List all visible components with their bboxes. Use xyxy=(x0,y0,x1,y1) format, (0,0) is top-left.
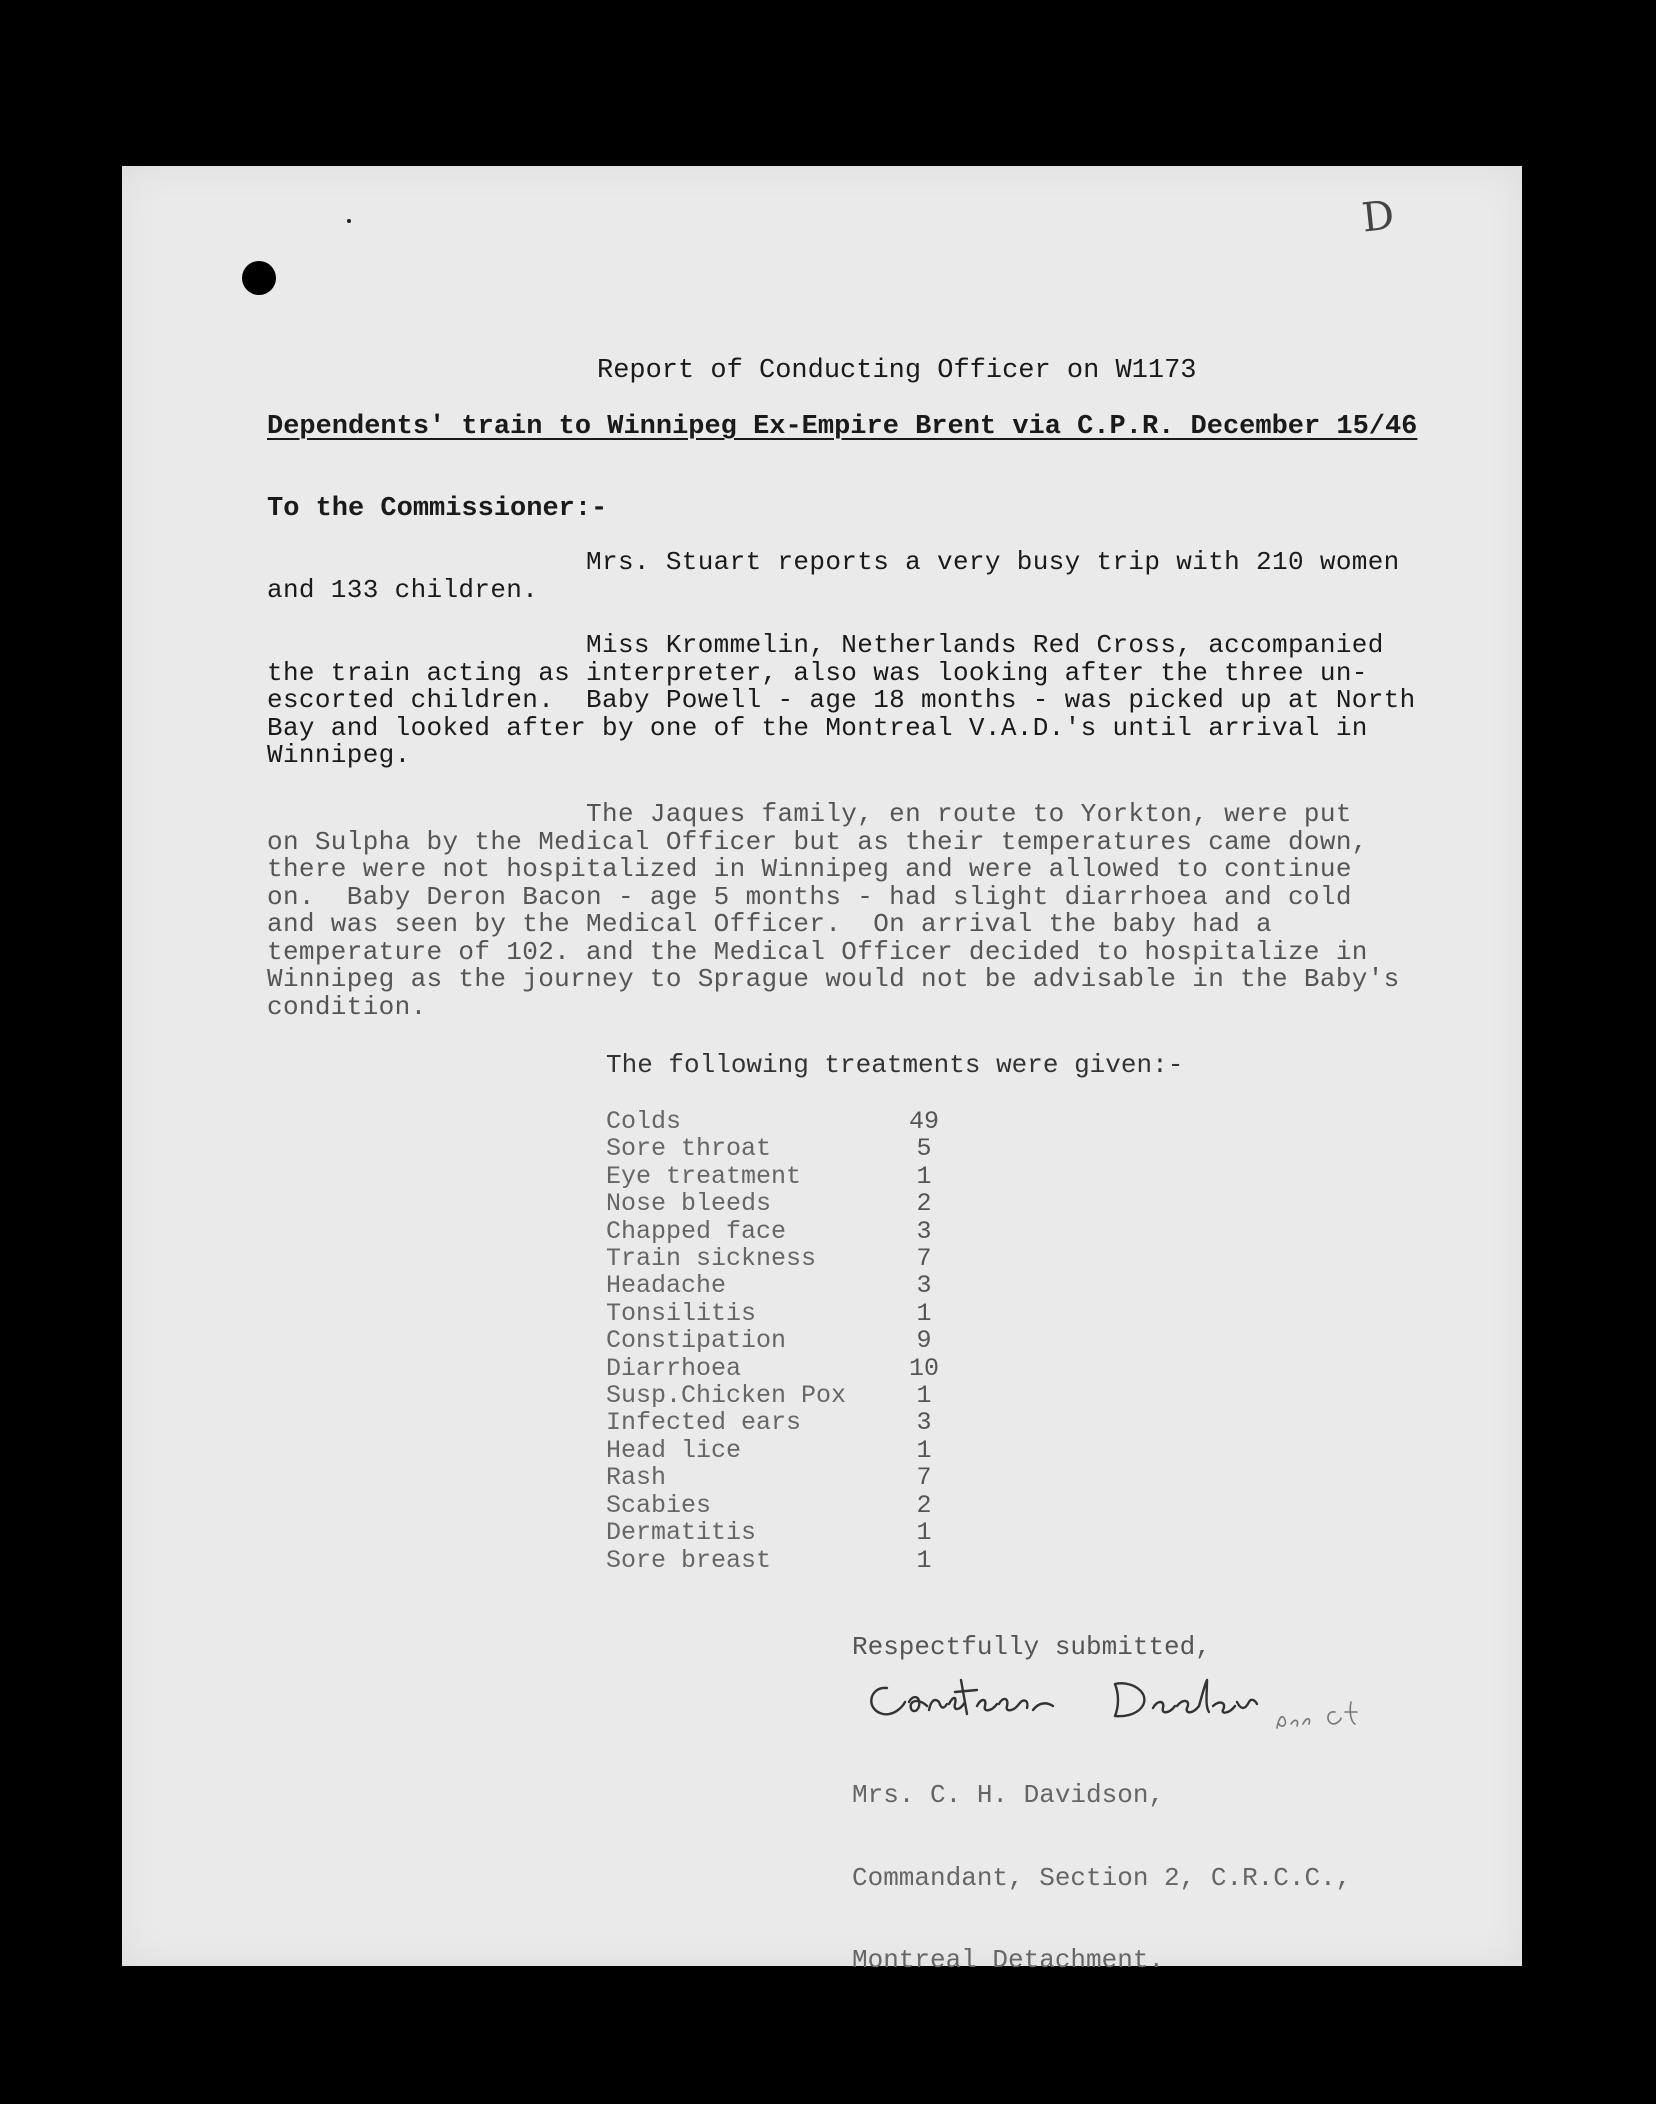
treatment-count: 1 xyxy=(916,1518,932,1548)
treatment-row xyxy=(606,1218,942,1245)
corner-mark: D xyxy=(1359,192,1397,242)
treatment-name: Chapped face xyxy=(606,1216,787,1246)
treatment-name: Colds xyxy=(606,1107,682,1136)
treatment-row xyxy=(606,1492,942,1519)
treatment-row xyxy=(606,1519,942,1546)
treatment-name: Headache xyxy=(606,1271,727,1301)
treatment-name: Eye treatment xyxy=(606,1161,802,1191)
treatment-count: 3 xyxy=(916,1408,932,1438)
treatment-count: 2 xyxy=(916,1490,932,1520)
treatment-row xyxy=(606,1300,942,1327)
treatment-row xyxy=(606,1327,942,1354)
treatment-count: 49 xyxy=(908,1107,939,1136)
treatment-count: 3 xyxy=(916,1216,932,1246)
treatment-row xyxy=(606,1547,942,1574)
report-subtitle: Dependents' train to Winnipeg Ex-Empire Brent via C.P.R. December 15/46 xyxy=(267,412,1418,442)
treatment-row xyxy=(606,1272,942,1299)
treatment-name: Constipation xyxy=(606,1326,787,1356)
treatment-count: 1 xyxy=(916,1545,932,1575)
treatment-row xyxy=(606,1409,942,1436)
signer-title: Commandant, Section 2, C.R.C.C., xyxy=(852,1862,1352,1893)
treatment-count: 1 xyxy=(916,1298,932,1328)
treatment-row xyxy=(606,1108,942,1135)
treatment-name: Tonsilitis xyxy=(606,1298,757,1328)
treatment-name: Head lice xyxy=(606,1435,742,1465)
treatment-count: 10 xyxy=(908,1353,939,1383)
treatment-name: Scabies xyxy=(606,1490,712,1520)
treatment-count: 5 xyxy=(916,1134,932,1164)
treatment-name: Rash xyxy=(606,1463,667,1493)
salutation: To the Commissioner:- xyxy=(267,494,608,524)
ink-speck xyxy=(347,219,351,223)
treatment-row xyxy=(606,1355,942,1382)
treatment-row xyxy=(606,1163,942,1190)
treatments-intro: The following treatments were given:- xyxy=(606,1050,1184,1080)
treatment-count: 1 xyxy=(916,1435,932,1465)
treatment-row xyxy=(606,1382,942,1409)
treatment-count: 7 xyxy=(916,1244,932,1274)
treatment-name: Nose bleeds xyxy=(606,1189,772,1219)
treatment-row xyxy=(606,1464,942,1491)
closing-line: Respectfully submitted, xyxy=(852,1632,1211,1662)
treatment-row xyxy=(606,1437,942,1464)
treatment-name: Dermatitis xyxy=(606,1518,757,1548)
report-title: Report of Conducting Officer on W1173 xyxy=(597,356,1197,386)
treatments-table xyxy=(606,1108,942,1574)
treatment-count: 1 xyxy=(916,1381,932,1411)
signer-name: Mrs. C. H. Davidson, xyxy=(852,1780,1165,1810)
handwritten-signature xyxy=(857,1666,1377,1736)
treatment-row xyxy=(606,1190,942,1217)
signer-block xyxy=(852,1727,1351,2030)
signer-unit: Montreal Detachment. xyxy=(852,1945,1165,1975)
paragraph-trip-summary: Mrs. Stuart reports a very busy trip with 210 women and 133 children. xyxy=(267,547,1400,605)
treatment-name: Sore breast xyxy=(606,1545,772,1575)
paragraph-escorts: Miss Krommelin, Netherlands Red Cross, accompanied the train acting as interpreter, also was looking after the three un- escorted children. Baby Powell - age 18 months - was picked up at North Bay and looked after by one of the Montreal V.A.D.'s until arrival in Winnipeg. xyxy=(267,630,1416,770)
treatment-row xyxy=(606,1245,942,1272)
paragraph-medical: The Jaques family, en route to Yorkton, were put on Sulpha by the Medical Officer but as their temperatures came down, there were not hospitalized in Winnipeg and were allowed to continue on. Baby Deron Bacon - age 5 months - had slight diarrhoea and cold and was seen by the Medical Officer. On arrival the baby had a temperature of 102. and the Medical Officer decided to hospitalize in Winnipeg as the journey to Sprague would not be advisable in the Baby's condition. xyxy=(267,799,1400,1022)
treatment-name: Diarrhoea xyxy=(606,1353,742,1383)
treatment-count: 1 xyxy=(916,1161,932,1191)
treatment-count: 2 xyxy=(916,1189,932,1219)
punch-hole xyxy=(242,261,276,295)
treatment-row xyxy=(606,1135,942,1162)
document-page xyxy=(122,166,1522,1975)
treatment-count: 7 xyxy=(916,1463,932,1493)
treatment-name: Train sickness xyxy=(606,1244,817,1274)
treatment-count: 3 xyxy=(916,1271,932,1301)
treatment-name: Sore throat xyxy=(606,1134,772,1164)
treatment-count: 9 xyxy=(916,1326,932,1356)
treatment-name: Infected ears xyxy=(606,1408,802,1438)
treatment-name: Susp.Chicken Pox xyxy=(606,1381,847,1411)
